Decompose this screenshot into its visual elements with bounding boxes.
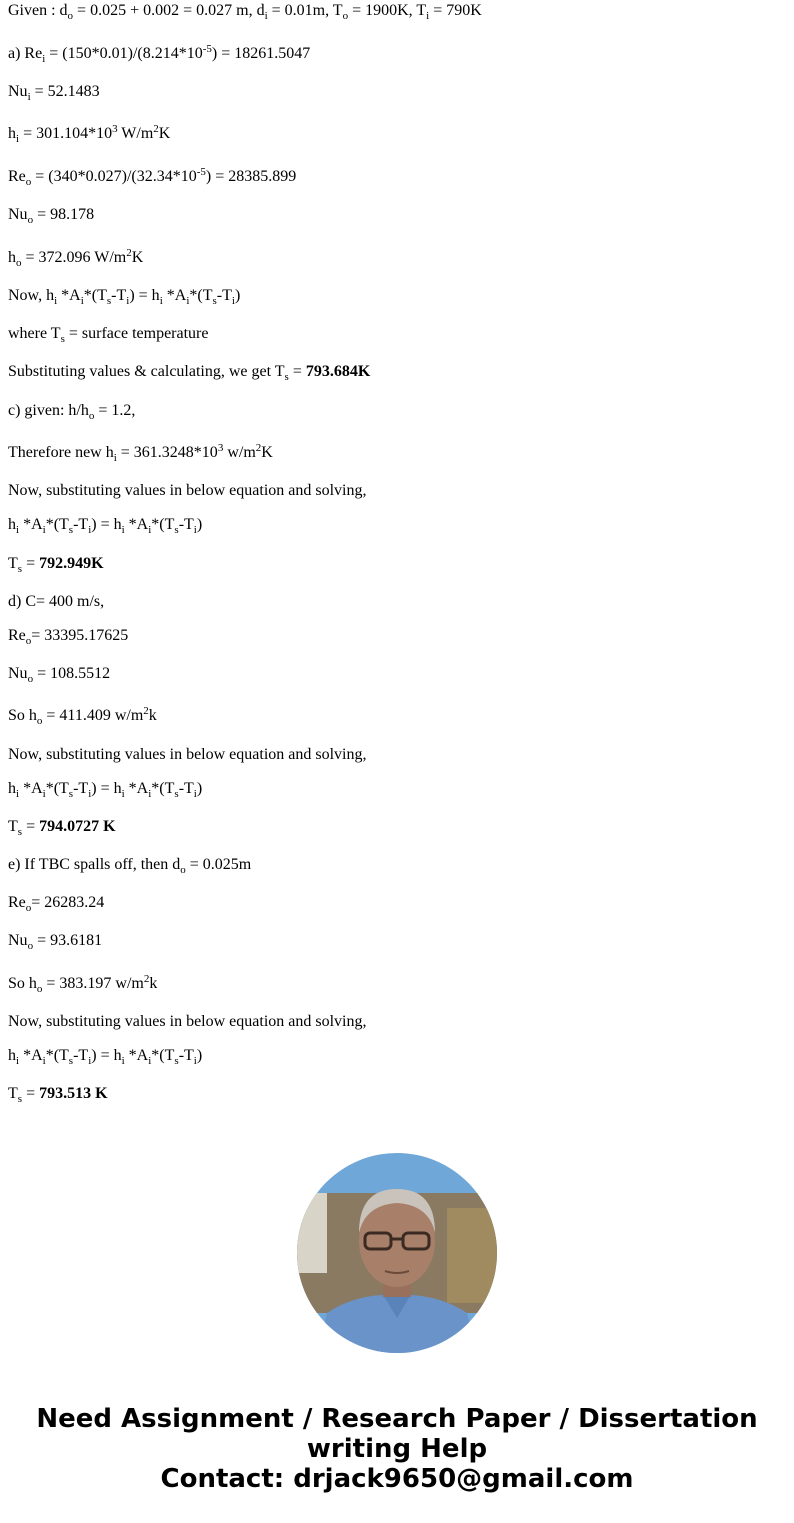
part-c-result: $T_s = 792.949K$ [8,555,104,575]
part-c-given: c) given: $h/h_o = 1.2$, [8,402,136,422]
footer-contact-email: Contact: drjack9650@gmail.com [160,1464,634,1494]
part-c-instruction: Now, substituting values in below equation and solving, [8,482,367,499]
part-d-reo: $Re_o= 33395.17625$ [8,627,129,647]
hi-line: $h_i = 301.104*10^3$ $W/m^2K$ [8,123,171,145]
reo-line: $Re_o = (340*0.027)/(32.34*10^{-5}) = 28385.899$ [8,166,297,188]
avatar-wall-panel [297,1193,327,1273]
part-c-equation: $h_i$ $*A_i*(T_s-T_i) = h_i$ $*A_i*(T_s-T_i)$ [8,516,203,536]
part-d-equation: $h_i$ $*A_i*(T_s-T_i) = h_i$ $*A_i*(T_s-T_i)$ [8,780,203,800]
part-d-result: $T_s = 794.0727$ K [8,818,116,838]
heat-balance-equation: Now, $h_i$ $*A_i*(T_s-T_i) = h_i$ $*A_i*(T_s-T_i)$ [8,287,241,307]
contact-footer [0,1404,794,1494]
part-c-new-hi: Therefore new $h_i = 361.3248*10^3$ $w/m^2K$ [8,442,273,464]
ho-line: $h_o = 372.096$ $W/m^2K$ [8,247,144,269]
part-e-result: $T_s = 793.513$ K [8,1085,108,1105]
surface-temp-result: Substituting values & calculating, we get $T_s = 793.684K$ [8,363,371,383]
where-ts-line: where $T_s$ = surface temperature [8,325,209,345]
avatar-door-carving [447,1208,497,1303]
avatar-portrait-illustration [297,1153,497,1353]
part-e-tbc: e) If TBC spalls off, then $d_o = 0.025m$ [8,856,252,876]
part-e-reo: $Re_o= 26283.24$ [8,894,105,914]
part-e-ho: So $h_o = 383.197$ $w/m^2k$ [8,973,158,995]
part-e-equation: $h_i$ $*A_i*(T_s-T_i) = h_i$ $*A_i*(T_s-T_i)$ [8,1047,203,1067]
footer-line-1: Need Assignment / Research Paper / Dissertation [36,1404,758,1434]
part-e-instruction: Now, substituting values in below equation and solving, [8,1013,367,1030]
nuo-line: $Nu_o = 98.178$ [8,206,95,226]
part-d-instruction: Now, substituting values in below equation and solving, [8,746,367,763]
part-a-rei-line: a) $Re_i = (150*0.01)/(8.214*10^{-5}) = 18261.5047$ [8,43,311,65]
part-d-ho: So $h_o = 411.409$ $w/m^2k$ [8,705,157,727]
part-e-nuo: $Nu_o = 93.6181$ [8,932,103,952]
footer-line-2: writing Help [306,1434,488,1464]
part-d-nuo: $Nu_o = 108.5512$ [8,665,111,685]
nui-line: $Nu_i = 52.1483$ [8,83,100,103]
given-line: Given : $d_o = 0.025 + 0.002 = 0.027$ m, $d_i = 0.01m$, $T_o = 1900K$, $T_i = 790K$ [8,2,482,22]
author-avatar-photo [297,1153,497,1353]
part-d-velocity: d) C= 400 m/s, [8,593,105,610]
